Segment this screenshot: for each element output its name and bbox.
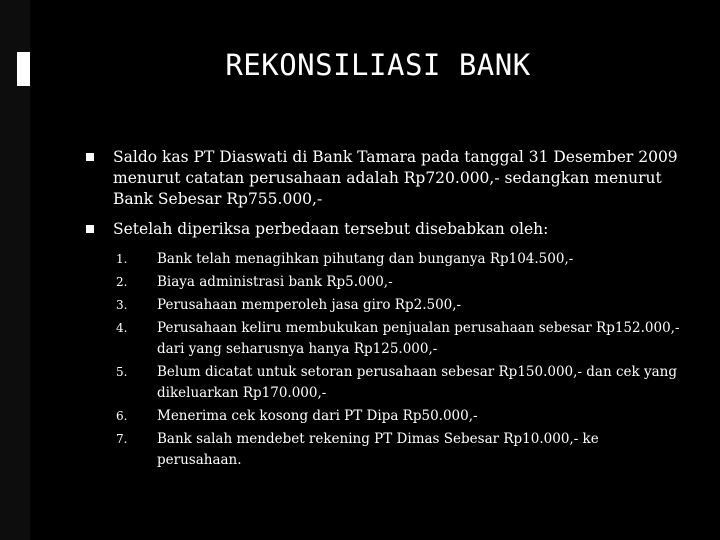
- list-item: [116, 295, 686, 316]
- list-item-number: 3.: [116, 298, 128, 312]
- title-accent-block: [17, 52, 30, 86]
- list-item-number: 4.: [116, 321, 128, 335]
- list-item-text: Bank telah menagihkan pihutang dan bunganya Rp104.500,-: [157, 251, 574, 267]
- bullet-text: Saldo kas PT Diaswati di Bank Tamara pada tanggal 31 Desember 2009 menurut catatan perusahaan adalah Rp720.000,- sedangkan menurut Bank Sebesar Rp755.000,-: [113, 148, 678, 208]
- slide-title: REKONSILIASI BANK: [225, 48, 531, 82]
- list-item-text: Menerima cek kosong dari PT Dipa Rp50.000,-: [157, 408, 478, 424]
- list-item-text: Bank salah mendebet rekening PT Dimas Sebesar Rp10.000,- ke perusahaan.: [157, 431, 599, 468]
- list-item-number: 2.: [116, 275, 128, 289]
- list-item: [116, 318, 686, 360]
- list-item-text: Belum dicatat untuk setoran perusahaan sebesar Rp150.000,- dan cek yang dikeluarkan Rp170.000,-: [157, 364, 678, 401]
- numbered-list: [86, 249, 686, 471]
- list-item: [116, 362, 686, 404]
- list-item-text: Perusahaan memperoleh jasa giro Rp2.500,-: [157, 297, 462, 313]
- square-bullet-icon: [86, 153, 94, 161]
- bullet-text: Setelah diperiksa perbedaan tersebut disebabkan oleh:: [113, 220, 549, 238]
- list-item-number: 5.: [116, 365, 128, 379]
- list-item-number: 1.: [116, 252, 128, 266]
- bullet-item: [86, 147, 686, 210]
- list-item: [116, 429, 686, 471]
- bullet-item: [86, 219, 686, 240]
- list-item-number: 7.: [116, 432, 128, 446]
- slide-content: [86, 147, 686, 473]
- list-item-text: Biaya administrasi bank Rp5.000,-: [157, 274, 393, 290]
- square-bullet-icon: [86, 225, 94, 233]
- list-item: [116, 272, 686, 293]
- list-item-number: 6.: [116, 409, 128, 423]
- list-item: [116, 249, 686, 270]
- list-item-text: Perusahaan keliru membukukan penjualan perusahaan sebesar Rp152.000,- dari yang seharusnya hanya Rp125.000,-: [157, 320, 680, 357]
- list-item: [116, 406, 686, 427]
